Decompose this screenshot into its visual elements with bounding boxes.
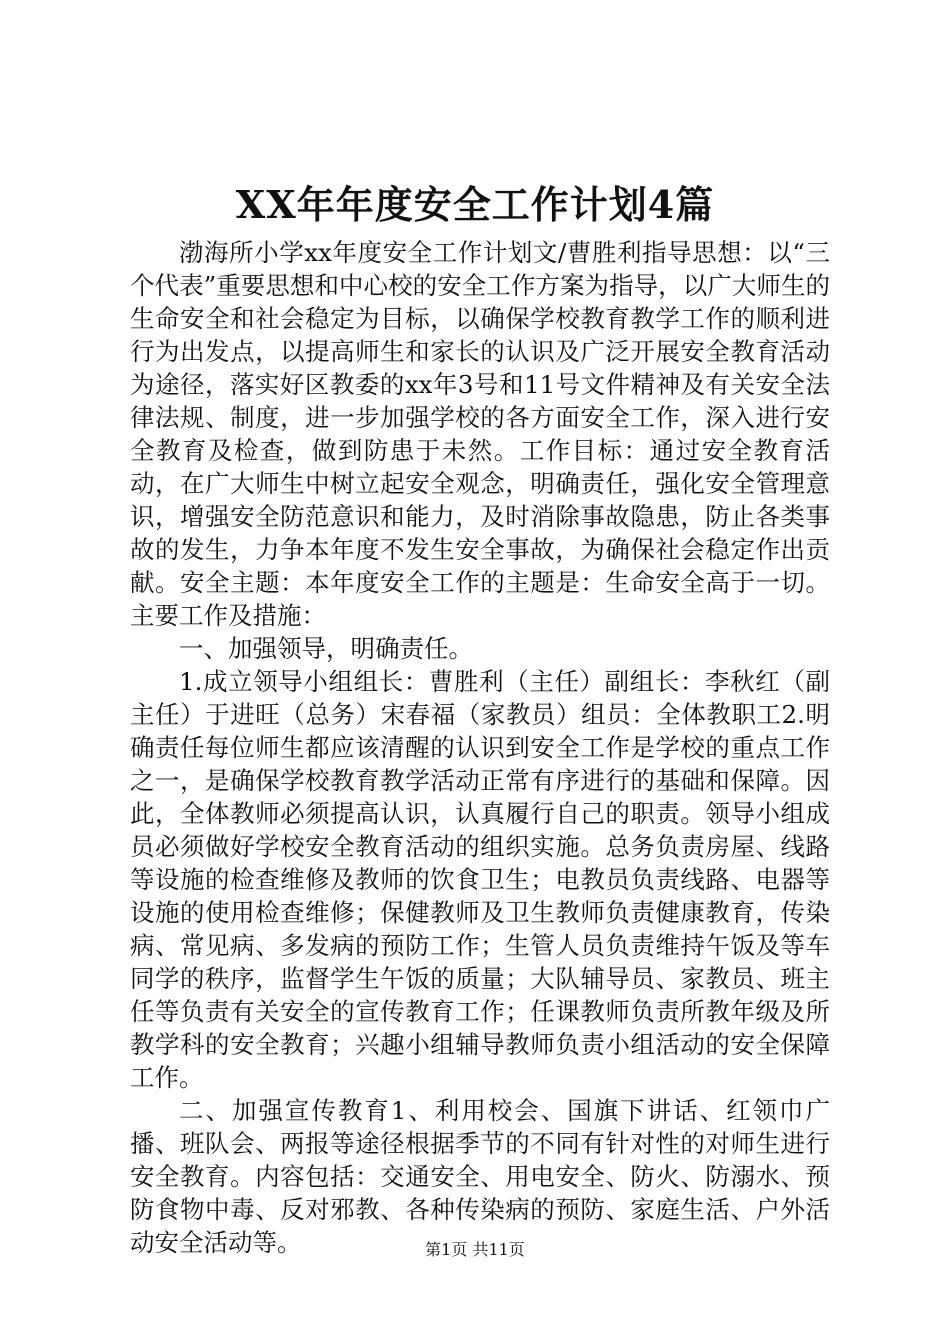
intro-paragraph: 渤海所小学xx年度安全工作计划文/曹胜利指导思想：以“三个代表”重要思想和中心校的安全工作方案为指导，以广大师生的生命安全和社会稳定为目标，以确保学校教育教学工作的顺利进行为出发点，以提高师生和家长的认识及广泛开展安全教育活动为途径，落实好区教委的xx年3号和11号文件精神及有关安全法律法规、制度，进一步加强学校的各方面安全工作，深入进行安全教育及检查，做到防患于未然。工作目标：通过安全教育活动，在广大师生中树立起安全观念，明确责任，强化安全管理意识，增强安全防范意识和能力，及时消除事故隐患，防止各类事故的发生，力争本年度不发生安全事故，为确保社会稳定作出贡献。安全主题：本年度安全工作的主题是：生命安全高于一切。主要工作及措施： (130, 238, 830, 630)
section-heading-leadership: 一、加强领导，明确责任。 (179, 634, 473, 663)
document-title: XX年年度安全工作计划4篇 (235, 182, 715, 227)
page-number-footer: 第1页 共11页 (425, 1240, 525, 1259)
publicity-paragraph: 二、加强宣传教育1、利用校会、国旗下讲话、红领巾广播、班队会、两报等途径根据季节的不同有针对性的对师生进行安全教育。内容包括：交通安全、用电安全、防火、防溺水、预防食物中毒、反对邪教、各种传染病的预防、家庭生活、户外活动安全活动等。 (130, 1096, 830, 1257)
document-body (130, 236, 830, 1259)
leadership-paragraph: 1.成立领导小组组长：曹胜利（主任）副组长：李秋红（副主任）于进旺（总务）宋春福（家教员）组员：全体教职工2.明确责任每位师生都应该清醒的认识到安全工作是学校的重点工作之一，是确保学校教育教学活动正常有序进行的基础和保障。因此，全体教师必须提高认识，认真履行自己的职责。领导小组成员必须做好学校安全教育活动的组织实施。总务负责房屋、线路等设施的检查维修及教师的饮食卫生；电教员负责线路、电器等设施的使用检查维修；保健教师及卫生教师负责健康教育，传染病、常见病、多发病的预防工作；生管人员负责维持午饭及等车同学的秩序，监督学生午饭的质量；大队辅导员、家教员、班主任等负责有关安全的宣传教育工作；任课教师负责所教年级及所教学科的安全教育；兴趣小组辅导教师负责小组活动的安全保障工作。 (130, 667, 830, 1092)
